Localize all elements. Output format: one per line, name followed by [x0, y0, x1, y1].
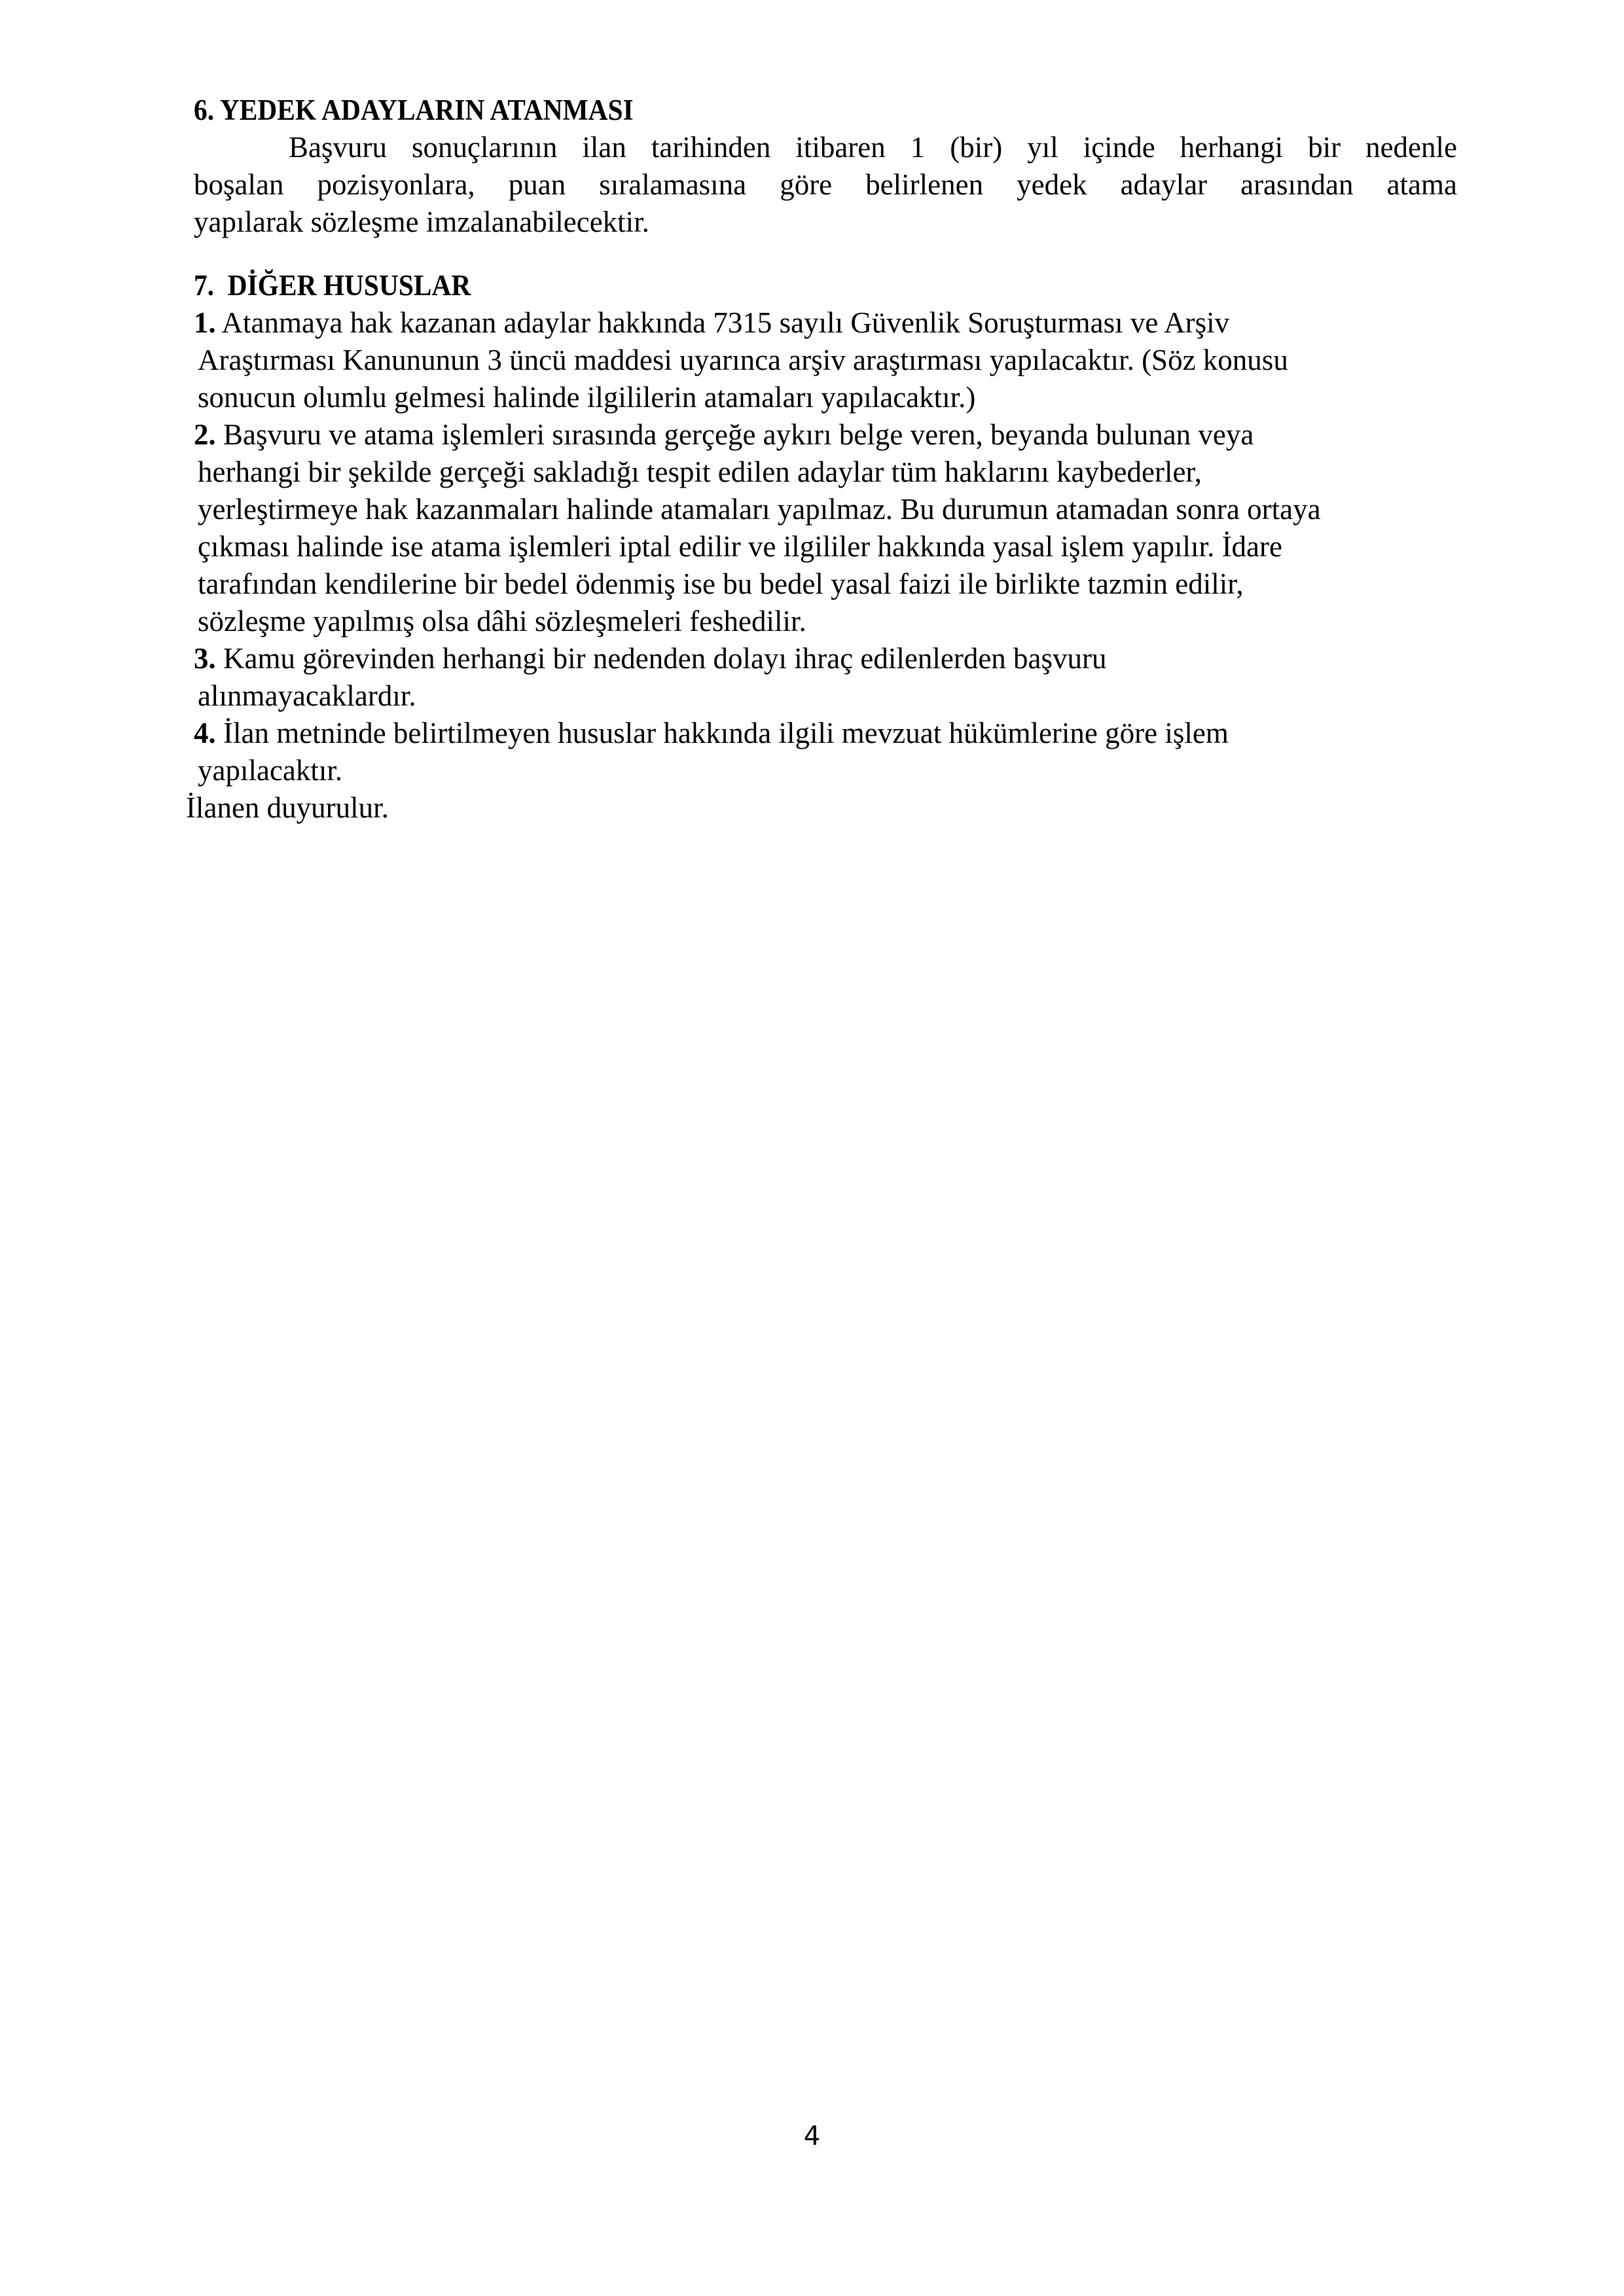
item-line: herhangi bir şekilde gerçeği sakladığı tespit edilen adaylar tüm haklarını kaybederler, — [198, 456, 1202, 488]
item-line: yerleştirmeye hak kazanmaları halinde atamaları yapılmaz. Bu durumun atamadan sonra ortaya — [198, 493, 1321, 526]
item-line: Araştırması Kanununun 3 üncü maddesi uyarınca arşiv araştırması yapılacaktır. (Söz konusu — [198, 344, 1288, 376]
item-number: 1. — [194, 306, 216, 339]
item-line: sözleşme yapılmış olsa dâhi sözleşmeleri feshedilir. — [198, 605, 806, 637]
closing-statement: İlanen duyurulur. — [186, 791, 389, 824]
item-number: 2. — [194, 418, 216, 451]
item-text: Kamu görevinden herhangi bir nedenden dolayı ihraç edilenlerden başvuru — [215, 642, 1107, 675]
section-heading: 7. DİĞER HUSUSLAR — [194, 269, 471, 302]
page-number: 4 — [803, 2121, 821, 2151]
list-item-1 — [194, 304, 1457, 416]
page-content — [186, 92, 1457, 827]
item-text: İlan metninde belirtilmeyen hususlar hakkında ilgili mevzuat hükümlerine göre işlem — [215, 717, 1229, 749]
item-line: yapılacaktır. — [198, 754, 343, 787]
section-diger-hususlar — [186, 267, 1457, 827]
section-heading: 6. YEDEK ADAYLARIN ATANMASI — [194, 94, 634, 126]
item-line: sonucun olumlu gelmesi halinde ilgililerin atamaları yapılacaktır.) — [198, 381, 976, 414]
item-first-line — [194, 640, 1457, 677]
section-paragraph — [194, 129, 1457, 241]
item-text: Başvuru ve atama işlemleri sırasında gerçeğe aykırı belge veren, beyanda bulunan veya — [215, 418, 1254, 451]
item-line: tarafından kendilerine bir bedel ödenmiş ise bu bedel yasal faizi ile birlikte tazmin edilir, — [198, 567, 1244, 600]
item-line: alınmayacaklardır. — [198, 679, 416, 712]
paragraph-line: yapılarak sözleşme imzalanabilecektir. — [194, 206, 649, 238]
paragraph-line: Başvuru sonuçlarının ilan tarihinden itibaren 1 (bir) yıl içinde herhangi bir nedenle — [289, 131, 1457, 164]
paragraph-line: boşalan pozisyonlara, puan sıralamasına göre belirlenen yedek adaylar arasından atama — [194, 168, 1457, 201]
item-first-line — [194, 416, 1457, 454]
item-first-line — [194, 715, 1457, 752]
list-item-3 — [194, 640, 1457, 715]
section-yedek-adaylarin-atanmasi — [194, 92, 1457, 241]
item-line: çıkması halinde ise atama işlemleri iptal edilir ve ilgililer hakkında yasal işlem yapılır. İdare — [198, 530, 1282, 563]
item-number: 3. — [194, 642, 216, 675]
item-text: Atanmaya hak kazanan adaylar hakkında 7315 sayılı Güvenlik Soruşturması ve Arşiv — [215, 306, 1230, 339]
section-spacer — [194, 241, 1457, 267]
item-first-line — [194, 304, 1457, 342]
list-item-2 — [194, 416, 1457, 640]
list-item-4 — [194, 715, 1457, 789]
item-number: 4. — [194, 717, 216, 749]
